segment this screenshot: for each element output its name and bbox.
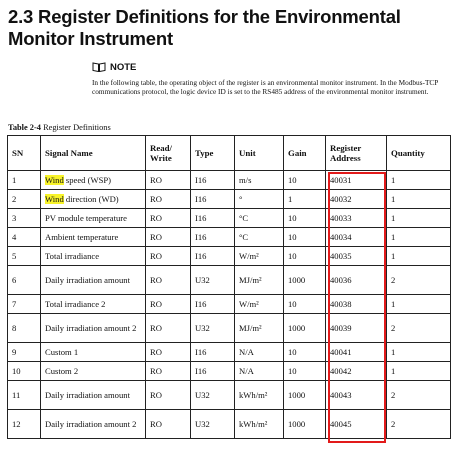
register-address-cell: 40033 [326,209,387,228]
sn-cell: 9 [8,343,41,362]
sn-cell: 8 [8,314,41,343]
read-write-cell: RO [146,381,191,410]
type-cell: I16 [191,343,235,362]
type-cell: I16 [191,171,235,190]
table-caption [8,123,111,132]
register-address-cell: 40036 [326,266,387,295]
quantity-cell: 1 [387,362,451,381]
signal-name-cell [41,266,146,295]
sn-cell: 2 [8,190,41,209]
unit-cell: W/m² [235,247,284,266]
signal-name-text: Daily irradiation amount 2 [45,419,137,429]
sn-cell: 10 [8,362,41,381]
sn-cell: 7 [8,295,41,314]
unit-cell: kWh/m² [235,410,284,439]
type-cell: I16 [191,209,235,228]
highlighted-text: Wind [45,194,64,204]
quantity-cell: 1 [387,247,451,266]
quantity-cell: 1 [387,343,451,362]
gain-cell: 10 [284,343,326,362]
register-address-cell: 40041 [326,343,387,362]
read-write-cell: RO [146,266,191,295]
signal-name-cell [41,190,146,209]
table-header-row [8,136,451,171]
unit-cell: W/m² [235,295,284,314]
gain-cell: 1000 [284,381,326,410]
type-cell: U32 [191,410,235,439]
unit-cell: kWh/m² [235,381,284,410]
signal-name-text: PV module temperature [45,213,127,223]
signal-name-text: direction (WD) [63,194,119,204]
signal-name-text: Custom 1 [45,347,79,357]
signal-name-cell [41,343,146,362]
signal-name-cell [41,171,146,190]
sn-cell: 4 [8,228,41,247]
register-address-highlight-box [328,172,386,443]
register-address-cell: 40042 [326,362,387,381]
gain-cell: 10 [284,228,326,247]
signal-name-cell [41,410,146,439]
signal-name-cell [41,209,146,228]
signal-name-cell [41,247,146,266]
register-address-cell: 40045 [326,410,387,439]
type-cell: I16 [191,295,235,314]
sn-cell: 5 [8,247,41,266]
register-address-cell: 40031 [326,171,387,190]
sn-cell: 11 [8,381,41,410]
header-signal-name: Signal Name [41,136,146,171]
gain-cell: 10 [284,247,326,266]
sn-cell: 6 [8,266,41,295]
quantity-cell: 2 [387,410,451,439]
quantity-cell: 2 [387,381,451,410]
gain-cell: 1000 [284,314,326,343]
gain-cell: 1000 [284,266,326,295]
note-callout [92,60,454,97]
type-cell: I16 [191,247,235,266]
header-unit: Unit [235,136,284,171]
unit-cell: °C [235,228,284,247]
gain-cell: 1 [284,190,326,209]
note-text: In the following table, the operating object of the register is an environmental monitor instrument. In the Modbus-TCP communications protocol, the logic device ID is set to the RS485 address of the environmental monitor instrument. [92,78,439,97]
signal-name-text: Daily irradiation amount 2 [45,323,137,333]
header-type: Type [191,136,235,171]
signal-name-cell [41,228,146,247]
type-cell: U32 [191,266,235,295]
header-sn: SN [8,136,41,171]
section-heading: 2.3 Register Definitions for the Environmental Monitor Instrument [8,6,401,49]
unit-cell: MJ/m² [235,314,284,343]
quantity-cell: 1 [387,190,451,209]
unit-cell: N/A [235,362,284,381]
register-address-cell: 40039 [326,314,387,343]
signal-name-text: Daily irradiation amount [45,275,130,285]
read-write-cell: RO [146,410,191,439]
unit-cell: MJ/m² [235,266,284,295]
type-cell: U32 [191,314,235,343]
read-write-cell: RO [146,362,191,381]
header-quantity: Quantity [387,136,451,171]
quantity-cell: 2 [387,314,451,343]
read-write-cell: RO [146,314,191,343]
quantity-cell: 1 [387,228,451,247]
unit-cell: °C [235,209,284,228]
table-caption-label: Table 2-4 [8,123,41,132]
unit-cell: m/s [235,171,284,190]
book-icon [92,62,106,72]
signal-name-text: Daily irradiation amount [45,390,130,400]
header-read-write: Read/ Write [146,136,191,171]
quantity-cell: 1 [387,295,451,314]
signal-name-cell [41,381,146,410]
sn-cell: 12 [8,410,41,439]
read-write-cell: RO [146,190,191,209]
type-cell: I16 [191,228,235,247]
table-caption-text: Register Definitions [40,123,111,132]
signal-name-cell [41,295,146,314]
signal-name-cell [41,362,146,381]
read-write-cell: RO [146,228,191,247]
register-address-cell: 40038 [326,295,387,314]
highlighted-text: Wind [45,175,64,185]
unit-cell: ° [235,190,284,209]
gain-cell: 1000 [284,410,326,439]
type-cell: U32 [191,381,235,410]
signal-name-text: Total irradiance 2 [45,299,106,309]
read-write-cell: RO [146,295,191,314]
read-write-cell: RO [146,171,191,190]
unit-cell: N/A [235,343,284,362]
note-title: NOTE [110,61,137,73]
read-write-cell: RO [146,209,191,228]
register-address-cell: 40043 [326,381,387,410]
header-register-address: Register Address [326,136,387,171]
register-address-cell: 40034 [326,228,387,247]
gain-cell: 10 [284,362,326,381]
gain-cell: 10 [284,295,326,314]
header-gain: Gain [284,136,326,171]
signal-name-text: Custom 2 [45,366,79,376]
read-write-cell: RO [146,343,191,362]
quantity-cell: 1 [387,209,451,228]
signal-name-text: Ambient temperature [45,232,119,242]
register-address-cell: 40032 [326,190,387,209]
type-cell: I16 [191,362,235,381]
register-address-cell: 40035 [326,247,387,266]
signal-name-text: speed (WSP) [63,175,112,185]
signal-name-text: Total irradiance [45,251,100,261]
type-cell: I16 [191,190,235,209]
gain-cell: 10 [284,171,326,190]
sn-cell: 3 [8,209,41,228]
read-write-cell: RO [146,247,191,266]
sn-cell: 1 [8,171,41,190]
note-header [92,60,454,74]
quantity-cell: 1 [387,171,451,190]
signal-name-cell [41,314,146,343]
quantity-cell: 2 [387,266,451,295]
gain-cell: 10 [284,209,326,228]
